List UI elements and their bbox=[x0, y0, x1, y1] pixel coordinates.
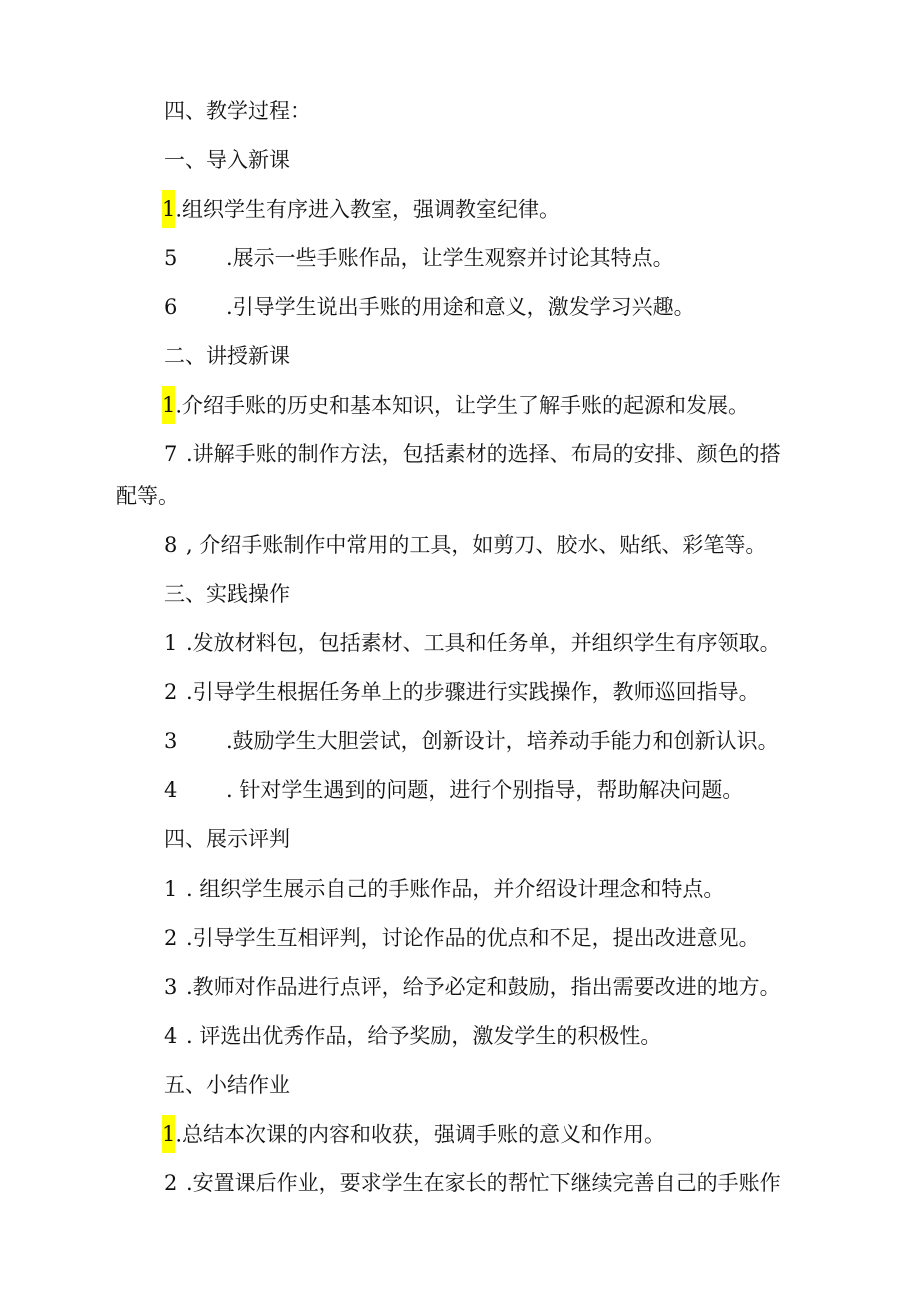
list-item: 1.介绍手账的历史和基本知识，让学生了解手账的起源和发展。 bbox=[162, 390, 749, 420]
list-item: 3 .教师对作品进行点评，给予必定和鼓励，指出需要改进的地方。 bbox=[164, 975, 781, 999]
list-item: 1 . 组织学生展示自己的手账作品，并介绍设计理念和特点。 bbox=[164, 877, 725, 901]
list-item: 2 .引导学生根据任务单上的步骤进行实践操作，教师巡回指导。 bbox=[164, 680, 760, 704]
section-heading-practice: 三、实践操作 bbox=[164, 582, 290, 606]
list-item: 5 .展示一些手账作品，让学生观察并讨论其特点。 bbox=[164, 246, 674, 270]
section-heading-summary: 五、小结作业 bbox=[164, 1073, 290, 1097]
section-heading-intro: 一、导入新课 bbox=[164, 148, 290, 172]
section-heading-lecture: 二、讲授新课 bbox=[164, 344, 290, 368]
list-item: 2 .引导学生互相评判，讨论作品的优点和不足，提出改进意见。 bbox=[164, 926, 760, 950]
list-item: 8 , 介绍手账制作中常用的工具，如剪刀、胶水、贴纸、彩笔等。 bbox=[164, 533, 767, 557]
list-item: 1 .发放材料包，包括素材、工具和任务单，并组织学生有序领取。 bbox=[164, 631, 781, 655]
section-heading-showcase: 四、展示评判 bbox=[164, 827, 290, 851]
list-item: 4 . 针对学生遇到的问题，进行个别指导，帮助解决问题。 bbox=[164, 778, 744, 802]
list-item: 7 .讲解手账的制作方法，包括素材的选择、布局的安排、颜色的搭 bbox=[164, 442, 781, 466]
highlighted-number: 1 bbox=[162, 386, 175, 424]
list-item-continuation: 配等。 bbox=[116, 484, 179, 508]
highlighted-number: 1 bbox=[162, 190, 175, 228]
list-item: 1.总结本次课的内容和收获，强调手账的意义和作用。 bbox=[162, 1119, 665, 1149]
list-item: 3 .鼓励学生大胆尝试，创新设计，培养动手能力和创新认识。 bbox=[164, 729, 779, 753]
list-item: 1.组织学生有序进入教室，强调教室纪律。 bbox=[162, 194, 560, 224]
list-item: 2 .安置课后作业，要求学生在家长的帮忙下继续完善自己的手账作 bbox=[164, 1171, 781, 1195]
highlighted-number: 1 bbox=[162, 1115, 175, 1153]
section-heading-teaching-process: 四、教学过程： bbox=[164, 99, 311, 123]
list-item: 4 . 评选出优秀作品，给予奖励，激发学生的积极性。 bbox=[164, 1024, 662, 1048]
list-item: 6 .引导学生说出手账的用途和意义，激发学习兴趣。 bbox=[164, 295, 695, 319]
